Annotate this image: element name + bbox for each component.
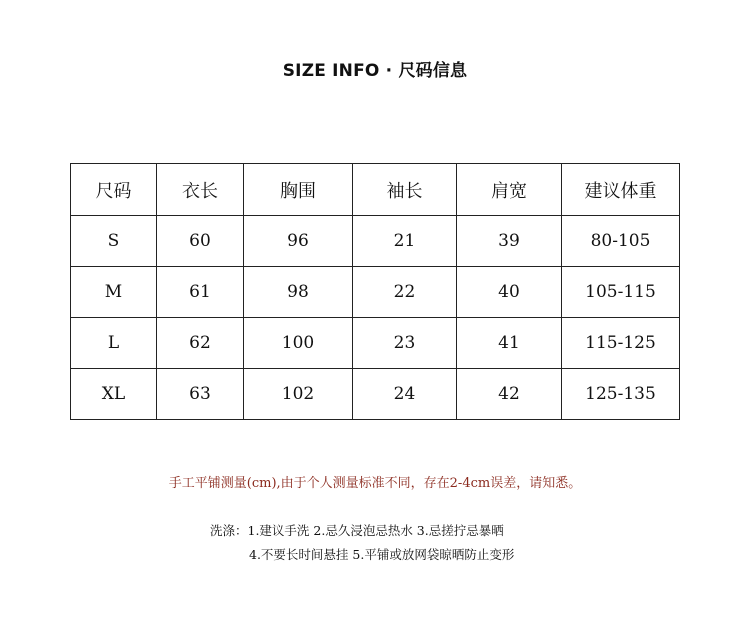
table-cell: 63 <box>157 369 244 420</box>
table-row <box>71 216 680 267</box>
table-cell: 21 <box>353 216 457 267</box>
table-cell: 102 <box>244 369 353 420</box>
table-cell: 100 <box>244 318 353 369</box>
table-cell: 62 <box>157 318 244 369</box>
table-row <box>71 267 680 318</box>
size-table <box>70 163 680 420</box>
table-cell: 105-115 <box>562 267 680 318</box>
table-cell: 22 <box>353 267 457 318</box>
care-instructions-line-1: 洗涤：1.建议手洗 2.忌久浸泡忌热水 3.忌搓拧忌暴晒 <box>210 523 504 538</box>
table-cell: 61 <box>157 267 244 318</box>
table-cell: 98 <box>244 267 353 318</box>
table-cell: S <box>71 216 157 267</box>
table-cell: 41 <box>457 318 562 369</box>
table-header-row <box>71 164 680 216</box>
table-cell: 39 <box>457 216 562 267</box>
table-cell: 115-125 <box>562 318 680 369</box>
column-header-sleeve: 袖长 <box>353 164 457 216</box>
care-instructions-line-2: 4.不要长时间悬挂 5.平铺或放网袋晾晒防止变形 <box>249 547 515 562</box>
table-cell: 80-105 <box>562 216 680 267</box>
measurement-note: 手工平铺测量(cm),由于个人测量标准不同，存在2-4cm误差，请知悉。 <box>168 476 582 491</box>
page-title: SIZE INFO · 尺码信息 <box>282 61 468 81</box>
column-header-shoulder: 肩宽 <box>457 164 562 216</box>
column-header-weight: 建议体重 <box>562 164 680 216</box>
table-cell: 24 <box>353 369 457 420</box>
column-header-size: 尺码 <box>71 164 157 216</box>
table-row <box>71 369 680 420</box>
table-cell: XL <box>71 369 157 420</box>
table-cell: 42 <box>457 369 562 420</box>
table-cell: 96 <box>244 216 353 267</box>
column-header-chest: 胸围 <box>244 164 353 216</box>
table-cell: L <box>71 318 157 369</box>
table-cell: 60 <box>157 216 244 267</box>
column-header-length: 衣长 <box>157 164 244 216</box>
table-cell: M <box>71 267 157 318</box>
table-cell: 40 <box>457 267 562 318</box>
table-row <box>71 318 680 369</box>
table-cell: 125-135 <box>562 369 680 420</box>
table-cell: 23 <box>353 318 457 369</box>
